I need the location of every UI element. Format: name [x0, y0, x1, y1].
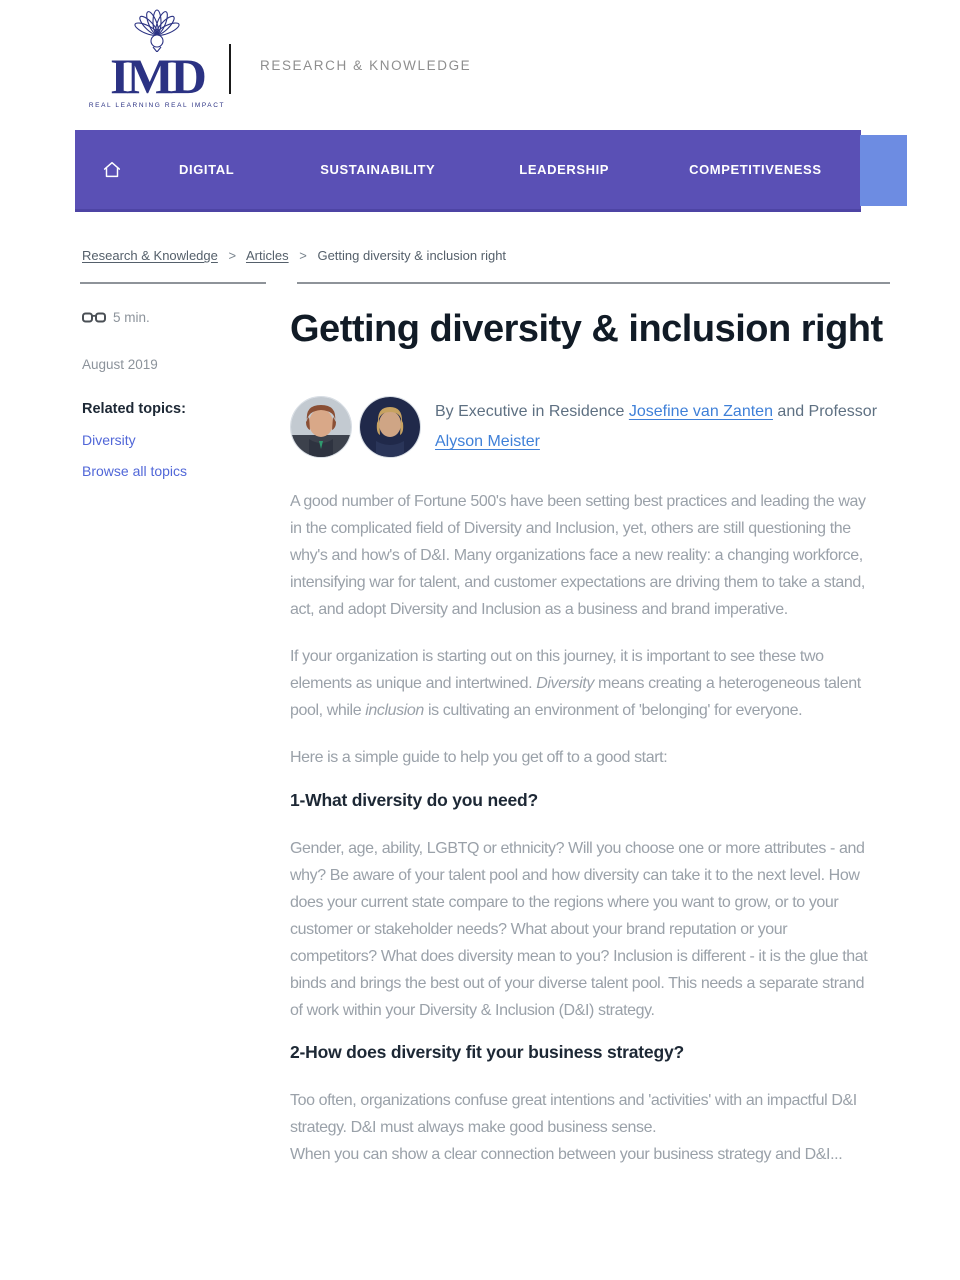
nav-accent-block[interactable]: [860, 135, 907, 206]
publish-date: August 2019: [82, 357, 158, 372]
imd-logo[interactable]: [82, 8, 232, 109]
article-top-rule: [297, 282, 890, 284]
breadcrumb-separator: >: [299, 248, 307, 263]
byline: [290, 396, 890, 458]
sidebar-top-rule: [80, 282, 266, 284]
section-heading-2: 2-How does diversity fit your business strategy?: [290, 1042, 684, 1062]
byline-prefix: By Executive in Residence: [435, 403, 629, 420]
imd-crest-icon: [120, 8, 194, 52]
section-label: RESEARCH & KNOWLEDGE: [260, 58, 472, 73]
author-link-josefine-van-zanten[interactable]: Josefine van Zanten: [628, 403, 773, 420]
page-title: Getting diversity & inclusion right: [290, 308, 883, 350]
section-heading-1: 1-What diversity do you need?: [290, 790, 538, 810]
nav-item-competitiveness[interactable]: COMPETITIVENESS: [689, 162, 822, 177]
intro-paragraph-2: If your organization is starting out on this journey, it is important to see these two elements as unique and intertwined. Diversity means creating a heterogeneous talent pool, while inclusion is cultivating an environment of 'belonging' for everyone.: [290, 648, 861, 719]
avatar-josefine-van-zanten[interactable]: [290, 396, 352, 458]
logo-wordmark: IMD: [110, 48, 204, 104]
browse-all-topics-link[interactable]: Browse all topics: [82, 463, 188, 479]
home-icon[interactable]: [101, 159, 123, 181]
section-body-1: Gender, age, ability, LGBTQ or ethnicity? Will you choose one or more attributes - and why? Be aware of your talent pool and how diversity can take it to the next level. How does your current state compare to the regions where you want to grow, or to your customer or stakeholder needs? What about your brand reputation or your competitors? What does diversity mean to you? Inclusion is different - it is the glue that binds and brings the best out of your diverse talent pool. This needs a separate strand of work within your Diversity & Inclusion (D&I) strategy.: [290, 840, 868, 1019]
author-link-alyson-meister[interactable]: Alyson Meister: [435, 433, 540, 450]
nav-item-leadership[interactable]: LEADERSHIP: [519, 162, 610, 177]
related-topics-label: Related topics:: [82, 401, 186, 417]
section-body-2-clipped-line: When you can show a clear connection between your business strategy and D&I...: [290, 1146, 843, 1163]
glasses-icon: [82, 312, 106, 324]
breadcrumb-link-articles[interactable]: Articles: [245, 248, 289, 263]
article-sidebar: [82, 310, 277, 479]
breadcrumb-current: Getting diversity & inclusion right: [317, 248, 507, 263]
nav-item-digital[interactable]: DIGITAL: [179, 162, 235, 177]
guide-line: Here is a simple guide to help you get off to a good start:: [290, 749, 668, 766]
topic-link-diversity[interactable]: Diversity: [82, 432, 136, 448]
read-time-label: 5 min.: [113, 310, 150, 325]
byline-connector: and Professor: [772, 403, 878, 420]
intro-paragraph-1: A good number of Fortune 500's have been setting best practices and leading the way in the complicated field of Diversity and Inclusion, yet, others are still questioning the why's and how's of D&I. Many organizations face a new reality: a changing workforce, intensifying war for talent, and customer expectations are driving them to take a stand, act, and adopt Diversity and Inclusion as a business and brand imperative.: [290, 493, 866, 618]
breadcrumb-separator: >: [228, 248, 237, 263]
breadcrumb: [82, 248, 506, 263]
header-divider: [229, 44, 231, 94]
article: [290, 303, 890, 1168]
logo-tagline: REAL LEARNING REAL IMPACT: [88, 102, 226, 109]
italic-diversity: Diversity: [536, 675, 594, 692]
byline-text: [435, 397, 885, 457]
section-body-2: Too often, organizations confuse great intentions and 'activities' with an impactful D&I strategy. D&I must always make good business sense. When you can show a clear connection between your business strategy and D&I...: [290, 1087, 878, 1168]
italic-inclusion: inclusion: [365, 702, 424, 719]
read-time: [82, 310, 277, 325]
nav-item-sustainability[interactable]: SUSTAINABILITY: [320, 162, 436, 177]
breadcrumb-link-research-knowledge[interactable]: Research & Knowledge: [82, 248, 218, 263]
main-nav: [75, 130, 861, 212]
avatar-alyson-meister[interactable]: [359, 396, 421, 458]
